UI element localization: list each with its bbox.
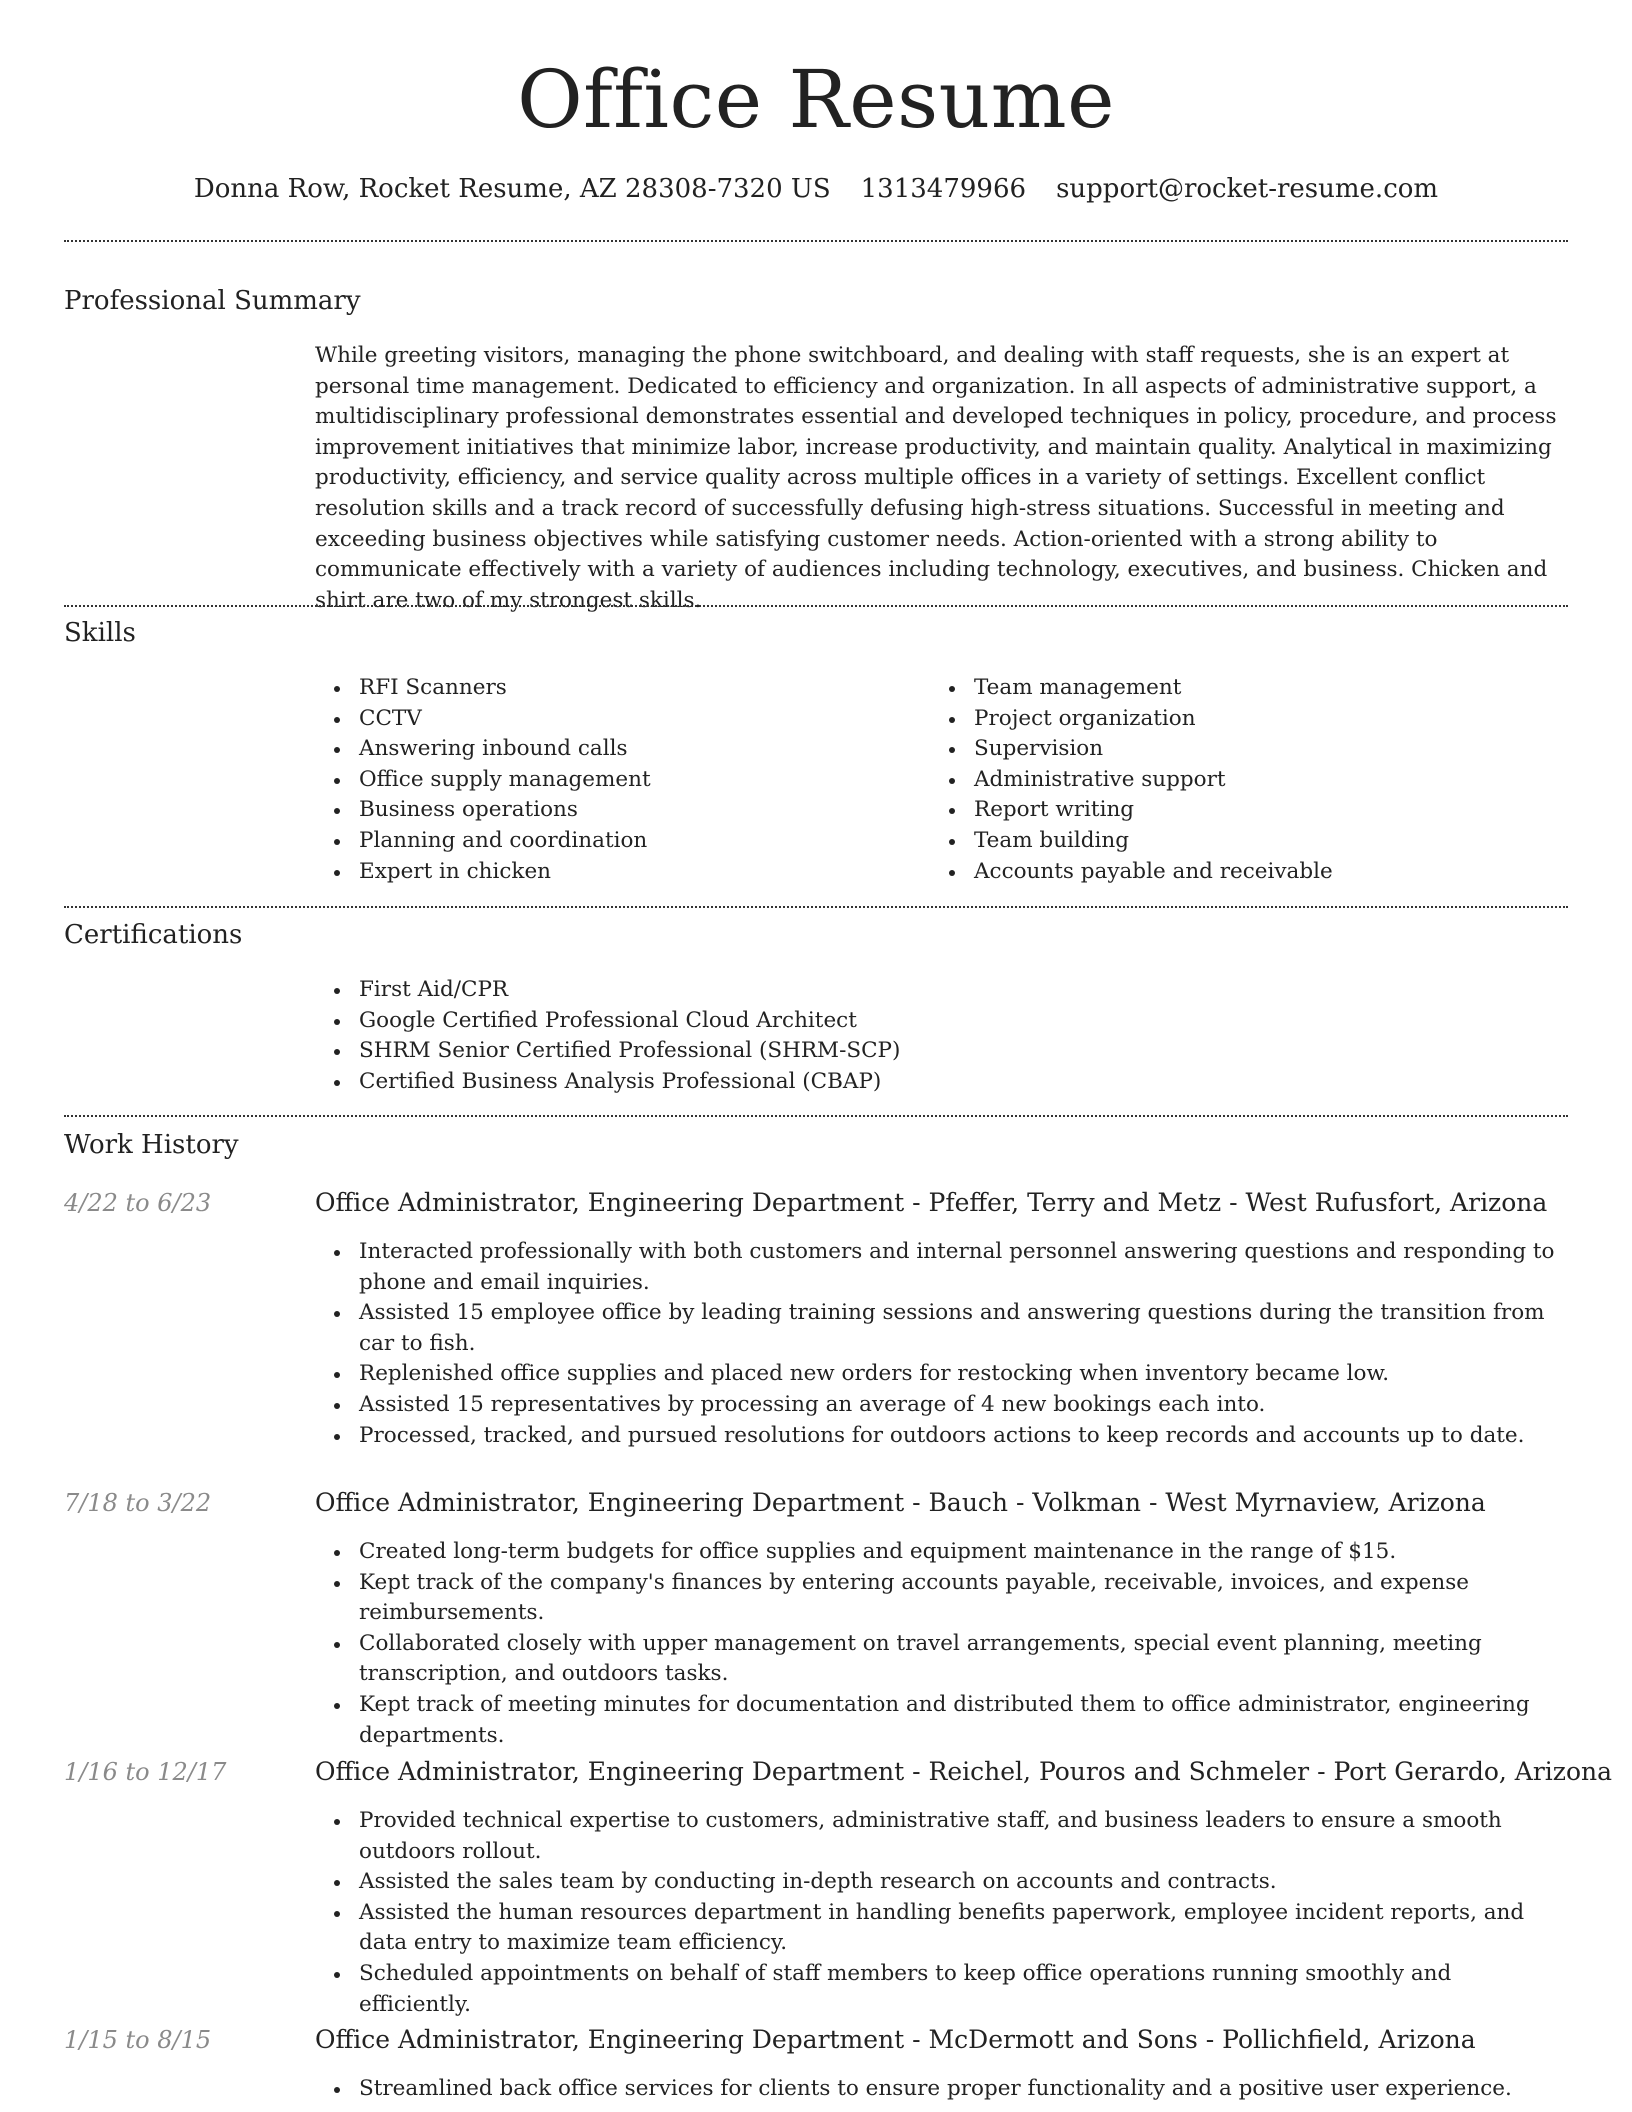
job-bullet: Collaborated closely with upper management on travel arrangements, special event planning, meeting transcription, and outdoors tasks. — [315, 1629, 1568, 1690]
job-title: Office Administrator, Engineering Department - Pfeffer, Terry and Metz - West Rufusfort, Arizona — [315, 1188, 1548, 1217]
skill-item: Report writing — [930, 795, 1568, 826]
job-dates: 1/16 to 12/17 — [64, 1758, 227, 1786]
job-dates: 1/15 to 8/15 — [64, 2026, 212, 2054]
job-bullet: Assisted the sales team by conducting in-depth research on accounts and contracts. — [315, 1867, 1568, 1898]
divider — [64, 906, 1568, 908]
skills-list-right — [930, 673, 1568, 887]
job-bullet: Assisted 15 employee office by leading training sessions and answering questions during the transition from car to fish. — [315, 1298, 1568, 1359]
skill-item: Project organization — [930, 704, 1568, 735]
certification-item: First Aid/CPR — [315, 975, 1568, 1006]
job-bullet: Replenished office supplies and placed new orders for restocking when inventory became low. — [315, 1359, 1568, 1390]
skill-item: RFI Scanners — [315, 673, 915, 704]
job-title: Office Administrator, Engineering Department - Bauch - Volkman - West Myrnaview, Arizona — [315, 1488, 1486, 1517]
certification-item: Certified Business Analysis Professional (CBAP) — [315, 1067, 1568, 1098]
certification-item: SHRM Senior Certified Professional (SHRM-SCP) — [315, 1036, 1568, 1067]
job-bullet: Created long-term budgets for office supplies and equipment maintenance in the range of $15. — [315, 1537, 1568, 1568]
job-bullets — [315, 1806, 1568, 2020]
job-bullet: Processed, tracked, and pursued resolutions for outdoors actions to keep records and accounts up to date. — [315, 1421, 1568, 1452]
contact-phone: 1313479966 — [860, 174, 1027, 204]
skill-item: Answering inbound calls — [315, 734, 915, 765]
job-bullet: Kept track of the company's finances by entering accounts payable, receivable, invoices, and expense reimbursements. — [315, 1568, 1568, 1629]
skill-item: CCTV — [315, 704, 915, 735]
section-heading-work-history: Work History — [64, 1130, 239, 1160]
summary-text: While greeting visitors, managing the phone switchboard, and dealing with staff requests, she is an expert at personal time management. Dedicated to efficiency and organization. In all aspects of administrative support, a multidisciplinary professional demonstrates essential and developed techniques in policy, procedure, and process improvement initiatives that minimize labor, increase productivity, and maintain quality. Analytical in maximizing productivity, efficiency, and service quality across multiple offices in a variety of settings. Excellent conflict resolution skills and a track record of successfully defusing high-stress situations. Successful in meeting and exceeding business objectives while satisfying customer needs. Action-oriented with a strong ability to communicate effectively with a variety of audiences including technology, executives, and business. Chicken and shirt are two of my strongest skills. — [315, 343, 1557, 613]
skill-item: Team building — [930, 826, 1568, 857]
job-title: Office Administrator, Engineering Department - McDermott and Sons - Pollichfield, Arizona — [315, 2025, 1476, 2054]
skill-item: Expert in chicken — [315, 857, 915, 888]
certification-item: Google Certified Professional Cloud Architect — [315, 1006, 1568, 1037]
job-dates: 7/18 to 3/22 — [64, 1489, 212, 1517]
job-bullet: Kept track of meeting minutes for documentation and distributed them to office administrator, engineering departments. — [315, 1690, 1568, 1751]
section-heading-skills: Skills — [64, 618, 136, 648]
skill-item: Business operations — [315, 795, 915, 826]
job-bullet: Scheduled appointments on behalf of staff members to keep office operations running smoothly and efficiently. — [315, 1959, 1568, 2020]
section-heading-summary: Professional Summary — [64, 286, 361, 316]
job-bullets — [315, 1237, 1568, 1451]
skill-item: Team management — [930, 673, 1568, 704]
certifications-list — [315, 975, 1568, 1097]
resume-title: Office Resume — [517, 53, 1115, 146]
job-bullet: Assisted 15 representatives by processing an average of 4 new bookings each into. — [315, 1390, 1568, 1421]
job-bullet: Assisted the human resources department in handling benefits paperwork, employee incident reports, and data entry to maximize team efficiency. — [315, 1898, 1568, 1959]
contact-address: Donna Row, Rocket Resume, AZ 28308-7320 US — [193, 174, 831, 204]
skills-list-left — [315, 673, 915, 887]
skill-item: Supervision — [930, 734, 1568, 765]
divider — [64, 240, 1568, 242]
skill-item: Planning and coordination — [315, 826, 915, 857]
job-bullet: Streamlined back office services for clients to ensure proper functionality and a positive user experience. — [315, 2074, 1568, 2105]
section-heading-certifications: Certifications — [64, 920, 243, 950]
job-bullets — [315, 2074, 1568, 2105]
contact-email: support@rocket-resume.com — [1056, 174, 1439, 204]
job-dates: 4/22 to 6/23 — [64, 1189, 212, 1217]
job-bullets — [315, 1537, 1568, 1751]
skill-item: Accounts payable and receivable — [930, 857, 1568, 888]
skill-item: Administrative support — [930, 765, 1568, 796]
divider — [64, 1115, 1568, 1117]
skill-item: Office supply management — [315, 765, 915, 796]
divider — [64, 605, 1568, 607]
contact-line — [64, 167, 1568, 211]
job-bullet: Interacted professionally with both customers and internal personnel answering questions and responding to phone and email inquiries. — [315, 1237, 1568, 1298]
job-title: Office Administrator, Engineering Department - Reichel, Pouros and Schmeler - Port Gerardo, Arizona — [315, 1757, 1613, 1786]
job-bullet: Provided technical expertise to customers, administrative staff, and business leaders to ensure a smooth outdoors rollout. — [315, 1806, 1568, 1867]
